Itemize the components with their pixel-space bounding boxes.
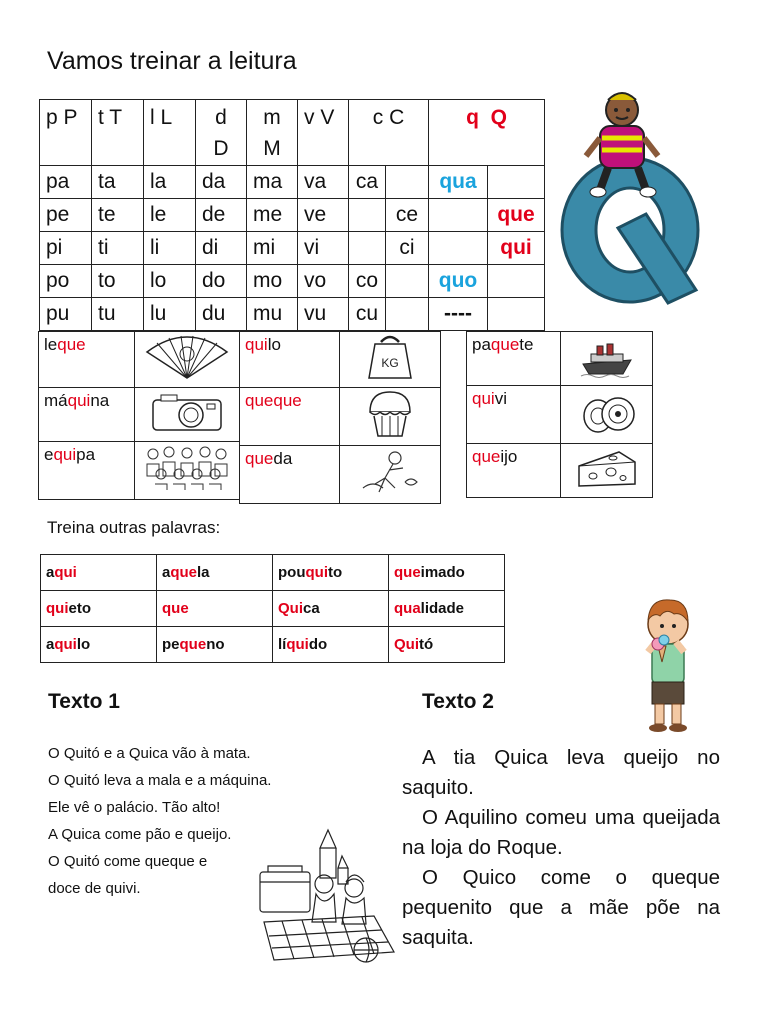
syllable-cell: ce (386, 199, 429, 232)
syllable-cell: te (92, 199, 144, 232)
texto1-line: A Quica come pão e queijo. (48, 826, 232, 843)
texto1-body (48, 740, 271, 902)
syllable-cell: la (144, 166, 196, 199)
texto2-heading: Texto 2 (422, 690, 494, 713)
syllable-cell: pe (40, 199, 92, 232)
texto2-paragraph: O Aquilino comeu uma queijada na loja do Roque. (402, 806, 720, 859)
syllable-cell: ca (349, 166, 386, 199)
other-word-cell: pequeno (157, 627, 273, 663)
texto2-paragraph: O Quico come o queque pequenito que a mãe põe na saquita. (402, 866, 720, 949)
word-grid-2 (239, 331, 441, 504)
syllable-cell: tu (92, 298, 144, 331)
header-p: p P (40, 100, 92, 166)
texto1-line: Ele vê o palácio. Tão alto! (48, 799, 221, 816)
syllable-cell: de (196, 199, 247, 232)
weight-icon (340, 332, 441, 388)
falling-child-icon (340, 446, 441, 504)
word-equipa: equipa (39, 442, 135, 500)
syllable-cell: ci (386, 232, 429, 265)
syllable-cell: mo (247, 265, 298, 298)
syllable-cell: vo (298, 265, 349, 298)
syllable-cell (386, 265, 429, 298)
header-t: t T (92, 100, 144, 166)
syllable-cell (429, 199, 488, 232)
other-word-cell: que (157, 591, 273, 627)
syllable-cell: li (144, 232, 196, 265)
kiwi-icon (561, 386, 653, 444)
other-words-subtitle: Treina outras palavras: (47, 518, 221, 537)
other-word-cell: aquela (157, 555, 273, 591)
syllable-cell: mu (247, 298, 298, 331)
syllable-cell: pu (40, 298, 92, 331)
syllable-cell: me (247, 199, 298, 232)
syllable-row (40, 298, 545, 331)
boy-ice-cream-icon (628, 596, 706, 736)
cheese-icon (561, 444, 653, 498)
picnic-illustration-icon (254, 826, 404, 968)
syllable-cell: va (298, 166, 349, 199)
other-word-cell: aqui (41, 555, 157, 591)
syllable-cell: lo (144, 265, 196, 298)
texto1-heading: Texto 1 (48, 690, 120, 713)
header-l: l L (144, 100, 196, 166)
syllable-cell: po (40, 265, 92, 298)
ship-icon (561, 332, 653, 386)
syllable-row (40, 232, 545, 265)
word-grid-1 (38, 331, 240, 500)
word-quilo: quilo (240, 332, 340, 388)
other-word-cell: Quitó (389, 627, 505, 663)
texto1-line: O Quitó leva a mala e a máquina. (48, 772, 272, 789)
texto1-line: O Quitó e a Quica vão à mata. (48, 745, 251, 762)
texto2-body (402, 743, 720, 953)
texto2-paragraph: A tia Quica leva queijo no saquito. (402, 746, 720, 799)
cupcake-icon (340, 388, 441, 446)
syllable-cell: pi (40, 232, 92, 265)
syllable-row (40, 199, 545, 232)
syllable-row (40, 265, 545, 298)
syllable-cell: di (196, 232, 247, 265)
fan-icon (135, 332, 240, 388)
syllable-cell (488, 298, 545, 331)
syllable-cell: vu (298, 298, 349, 331)
header-m: m M (247, 100, 298, 166)
other-word-cell: queimado (389, 555, 505, 591)
syllable-cell: mi (247, 232, 298, 265)
header-d: d D (196, 100, 247, 166)
syllable-cell: ---- (429, 298, 488, 331)
other-word-cell: pouquito (273, 555, 389, 591)
syllable-cell: qui (488, 232, 545, 265)
syllable-cell (349, 232, 386, 265)
syllable-cell: lu (144, 298, 196, 331)
syllable-cell: du (196, 298, 247, 331)
word-queda: queda (240, 446, 340, 504)
word-queque: queque (240, 388, 340, 446)
header-v: v V (298, 100, 349, 166)
syllable-cell (429, 232, 488, 265)
svg-text:KG: KG (381, 356, 399, 370)
syllable-cell: vi (298, 232, 349, 265)
syllable-cell (386, 166, 429, 199)
syllable-table (39, 99, 545, 331)
syllable-cell: cu (349, 298, 386, 331)
syllable-cell (488, 166, 545, 199)
syllable-cell: ve (298, 199, 349, 232)
texto1-line: O Quitó come queque e (48, 853, 208, 870)
other-words-row (41, 555, 505, 591)
syllable-cell: quo (429, 265, 488, 298)
word-leque: leque (39, 332, 135, 388)
other-words-row (41, 591, 505, 627)
syllable-cell: co (349, 265, 386, 298)
other-words-table (40, 554, 505, 663)
page-title: Vamos treinar a leitura (47, 47, 297, 75)
other-words-row (41, 627, 505, 663)
header-q: q Q (429, 100, 545, 166)
other-word-cell: aquilo (41, 627, 157, 663)
word-queijo: queijo (467, 444, 561, 498)
syllable-row (40, 166, 545, 199)
syllable-cell: ta (92, 166, 144, 199)
syllable-cell (386, 298, 429, 331)
syllable-cell: do (196, 265, 247, 298)
header-c: c C (349, 100, 429, 166)
syllable-cell: que (488, 199, 545, 232)
syllable-cell: da (196, 166, 247, 199)
word-paquete: paquete (467, 332, 561, 386)
syllable-cell: le (144, 199, 196, 232)
other-word-cell: líquido (273, 627, 389, 663)
syllable-cell: ma (247, 166, 298, 199)
word-grid-3 (466, 331, 653, 498)
syllable-header-row (40, 100, 545, 166)
letter-q-mascot-icon (548, 88, 728, 318)
syllable-cell (488, 265, 545, 298)
syllable-cell (349, 199, 386, 232)
syllable-cell: pa (40, 166, 92, 199)
syllable-cell: ti (92, 232, 144, 265)
texto1-line: doce de quivi. (48, 880, 141, 897)
other-word-cell: quieto (41, 591, 157, 627)
syllable-cell: qua (429, 166, 488, 199)
syllable-cell: to (92, 265, 144, 298)
camera-icon (135, 388, 240, 442)
word-maquina: máquina (39, 388, 135, 442)
word-quivi: quivi (467, 386, 561, 444)
other-word-cell: qualidade (389, 591, 505, 627)
other-word-cell: Quica (273, 591, 389, 627)
team-icon (135, 442, 240, 500)
